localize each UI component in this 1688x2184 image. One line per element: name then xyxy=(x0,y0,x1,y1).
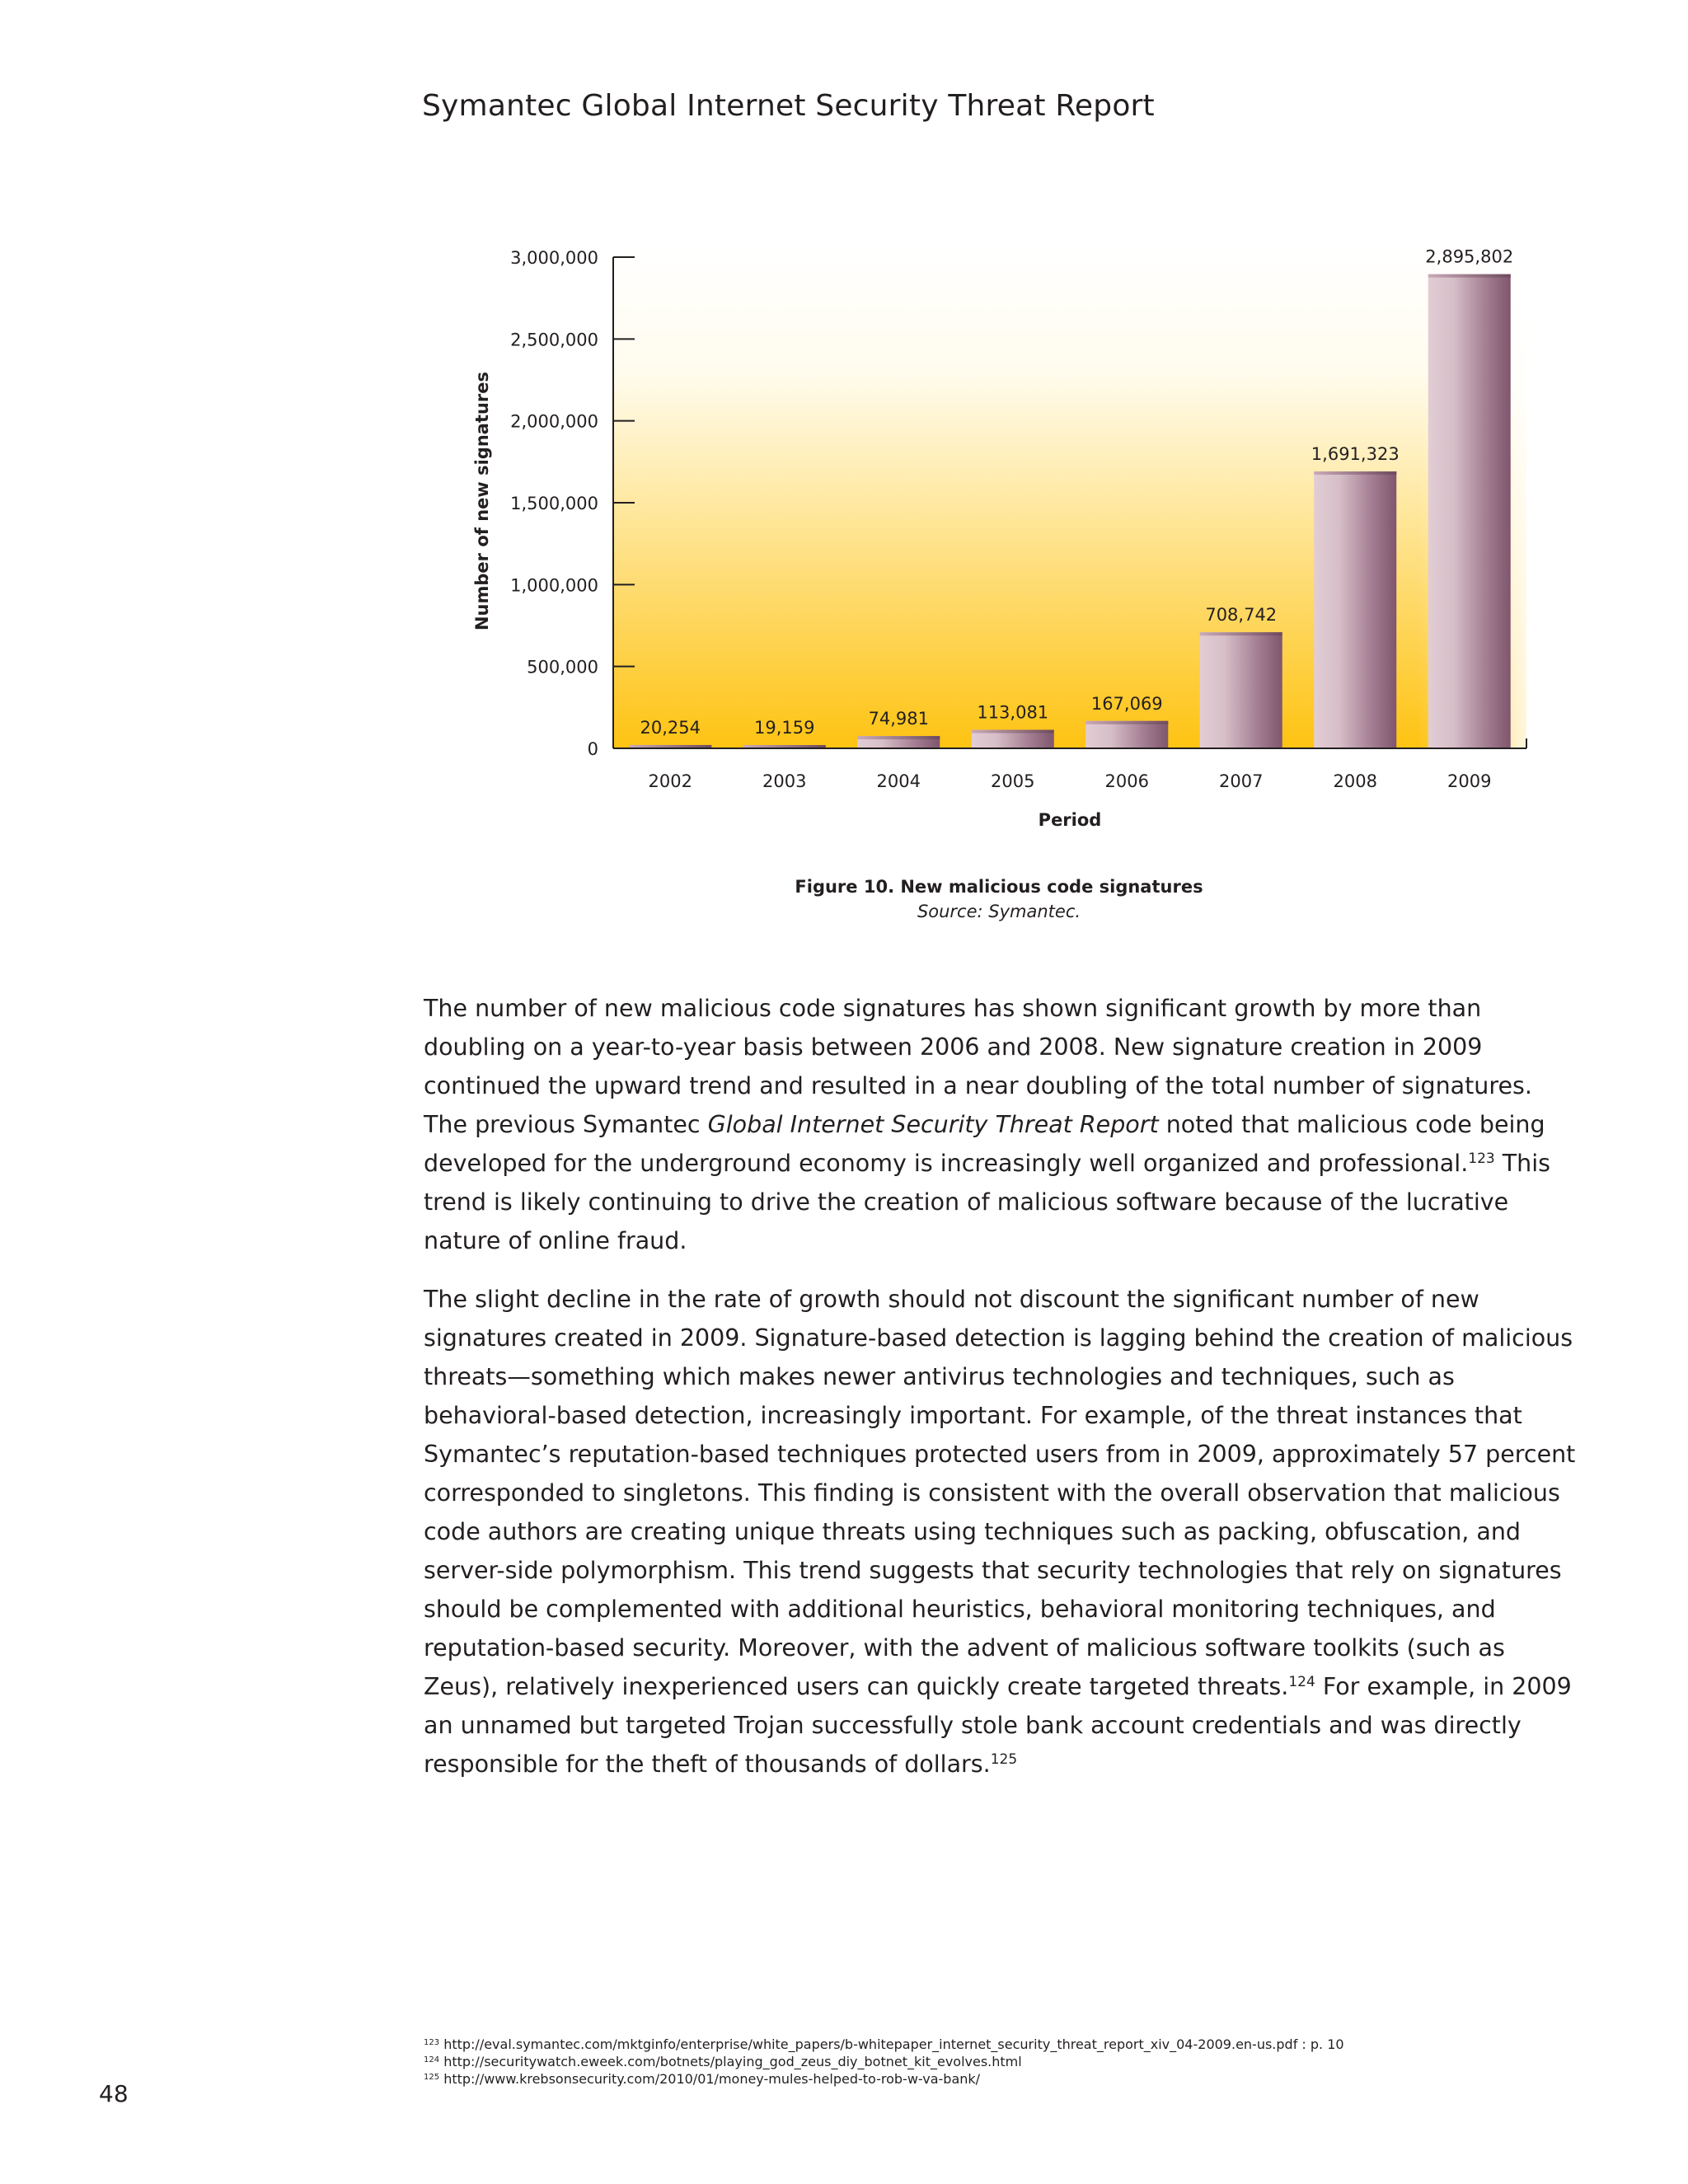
bar-cap xyxy=(1314,471,1396,475)
data-label: 113,081 xyxy=(977,702,1049,723)
bar-cap xyxy=(1428,274,1511,278)
x-tick-label: 2003 xyxy=(762,771,807,791)
footnote-url: http://www.krebsonsecurity.com/2010/01/money-mules-helped-to-rob-w-va-bank/ xyxy=(443,2071,981,2087)
y-tick-label: 1,500,000 xyxy=(510,494,598,513)
bar-2009 xyxy=(1428,274,1511,748)
footnote-ref: 125 xyxy=(990,1751,1018,1768)
text-run: noted that malicious code being developed for the underground economy is increasingly well organized and professional. xyxy=(424,1111,1545,1177)
x-tick-label: 2009 xyxy=(1447,771,1492,791)
footnote-number: 125 xyxy=(424,2073,440,2082)
bar-2007 xyxy=(1200,632,1282,748)
y-tick-label: 0 xyxy=(587,739,598,759)
y-tick-label: 500,000 xyxy=(527,657,598,677)
y-tick-label: 2,500,000 xyxy=(510,330,598,350)
x-tick-label: 2008 xyxy=(1333,771,1377,791)
bar-cap xyxy=(1085,721,1168,724)
report-title: Symantec Global Internet Security Threat Report xyxy=(422,89,1155,123)
footnote xyxy=(424,2070,1660,2088)
x-tick-label: 2006 xyxy=(1104,771,1149,791)
text-run: The slight decline in the rate of growth should not discount the significant number of new signatures created in 2009. Signature-based detection is lagging behind the creation of malicious threats—something which makes newer antivirus technologies and techniques, such as behavioral-based detection, increasingly important. For example, of the threat instances that Symantec’s reputation-based techniques protected users from in 2009, approximately 57 percent corresponded to singletons. This finding is consistent with the overall observation that malicious code authors are creating unique threats using techniques such as packing, obfuscation, and server-side polymorphism. This trend suggests that security technologies that rely on signatures should be complemented with additional heuristics, behavioral monitoring techniques, and reputation-based security. Moreover, with the advent of malicious software toolkits (such as Zeus), relatively inexperienced users can quickly create targeted threats. xyxy=(424,1286,1576,1700)
figure-caption: Figure 10. New malicious code signatures xyxy=(795,877,1203,897)
bar-2008 xyxy=(1314,471,1396,748)
text-run: For example, in 2009 an unnamed but targeted Trojan successfully stole bank account credentials and was directly responsible for the theft of thousands of dollars. xyxy=(424,1673,1572,1778)
y-tick-label: 3,000,000 xyxy=(510,248,598,268)
bar-cap xyxy=(857,736,940,739)
data-label: 20,254 xyxy=(640,717,701,738)
footnote-ref: 124 xyxy=(1288,1674,1315,1690)
data-label: 2,895,802 xyxy=(1425,246,1514,267)
paragraph-1 xyxy=(424,989,1578,1260)
data-label: 708,742 xyxy=(1205,605,1278,626)
bar-cap xyxy=(1200,632,1282,635)
x-tick-label: 2005 xyxy=(991,771,1035,791)
page-number: 48 xyxy=(99,2080,129,2107)
x-tick-label: 2007 xyxy=(1219,771,1264,791)
footnote-number: 124 xyxy=(424,2055,440,2064)
footnote-url: http://eval.symantec.com/mktginfo/enterprise/white_papers/b-whitepaper_internet_security_threat_report_xiv_04-2009.en-us.pdf : p. 10 xyxy=(443,2036,1344,2052)
report-title-italic: Global Internet Security Threat Report xyxy=(707,1111,1159,1138)
x-tick-label: 2002 xyxy=(648,771,692,791)
footnote-ref: 123 xyxy=(1468,1151,1495,1167)
footnote-number: 123 xyxy=(424,2038,440,2047)
data-label: 1,691,323 xyxy=(1311,443,1400,464)
body-text xyxy=(424,989,1578,1803)
data-label: 19,159 xyxy=(754,718,815,738)
x-axis-label: Period xyxy=(1038,810,1102,830)
y-tick-label: 2,000,000 xyxy=(510,411,598,432)
bar-chart xyxy=(0,0,1688,857)
footnote xyxy=(424,2036,1660,2053)
footnote xyxy=(424,2053,1660,2070)
x-tick-label: 2004 xyxy=(876,771,921,791)
paragraph-2 xyxy=(424,1280,1578,1783)
figure-source: Source: Symantec. xyxy=(917,902,1081,921)
text-run: The number of new malicious code signatures has shown significant growth by more than doubling on a year-to-year basis between 2006 and 2008. New signature creation in 2009 continued the upward trend and resulted in a near doubling of the total number of signatures. The previous Symantec xyxy=(424,995,1532,1138)
footnotes xyxy=(424,2036,1660,2088)
footnote-url: http://securitywatch.eweek.com/botnets/playing_god_zeus_diy_botnet_kit_evolves.html xyxy=(443,2054,1022,2069)
text-run: This trend is likely continuing to drive the creation of malicious software because of the lucrative nature of online fraud. xyxy=(424,1150,1551,1254)
data-label: 167,069 xyxy=(1090,693,1163,714)
y-tick-label: 1,000,000 xyxy=(510,575,598,596)
y-axis-label: Number of new signatures xyxy=(472,371,492,631)
bar-2006 xyxy=(1085,721,1168,748)
data-label: 74,981 xyxy=(868,709,929,729)
bar-cap xyxy=(972,730,1054,733)
